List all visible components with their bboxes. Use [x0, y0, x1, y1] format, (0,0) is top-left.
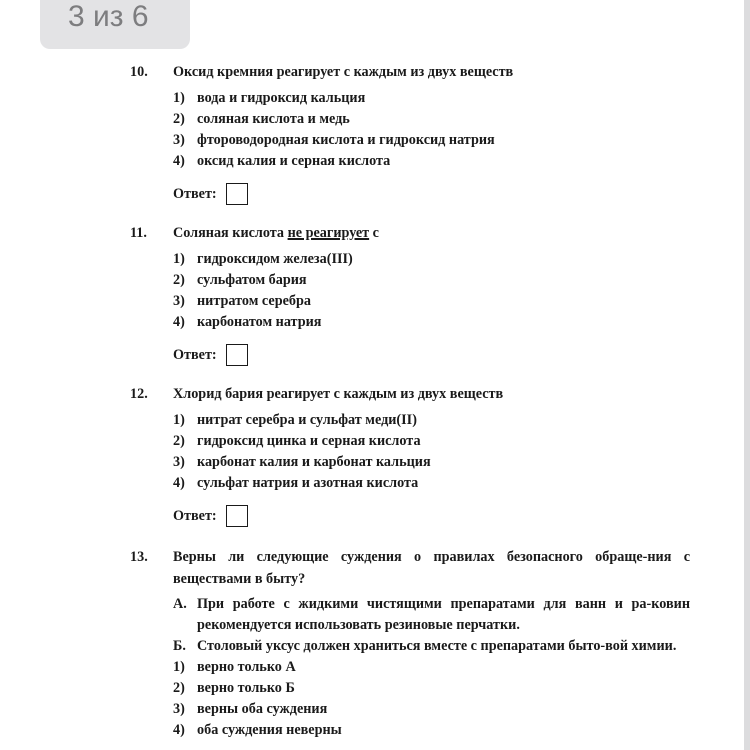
question-10 [130, 61, 690, 208]
option-4: 4) сульфат натрия и азотная кислота [173, 475, 419, 491]
page-indicator-text: 3 из 6 [68, 0, 149, 33]
question-number: 11. [130, 225, 147, 241]
statement-b [173, 636, 690, 657]
option-1: 1) гидроксидом железа(III) [173, 251, 353, 267]
answer-label: Ответ: [173, 346, 217, 363]
option-4: 4) оксид калия и серная кислота [173, 153, 391, 169]
statement-a [173, 594, 690, 636]
question-text: Соляная кислота не реагирует с [173, 225, 379, 241]
options-list [173, 88, 690, 172]
option-3: 3) карбонат калия и карбонат кальция [173, 454, 431, 470]
answer-label: Ответ: [173, 185, 217, 202]
option-1: 1) верно только А [173, 659, 296, 675]
viewer-right-edge [744, 0, 750, 750]
statement-label: А. [173, 596, 187, 612]
question-13 [130, 546, 690, 741]
answer-row [173, 502, 690, 530]
option-3: 3) верны оба суждения [173, 701, 328, 717]
option-1: 1) нитрат серебра и сульфат меди(II) [173, 412, 417, 428]
option-1: 1) вода и гидроксид кальция [173, 90, 366, 106]
question-number: 12. [130, 386, 148, 402]
answer-box[interactable] [226, 505, 248, 527]
page-indicator [40, 0, 190, 49]
question-text: Оксид кремния реагирует с каждым из двух веществ [173, 64, 514, 80]
question-11 [130, 222, 690, 369]
option-2: 2) сульфатом бария [173, 272, 307, 288]
worksheet-page [130, 61, 690, 741]
options-list [173, 249, 690, 333]
statement-label: Б. [173, 638, 186, 654]
option-4: 4) карбонатом натрия [173, 314, 322, 330]
statement-text: Столовый уксус должен храниться вместе с препаратами быто-вой химии. [197, 638, 677, 654]
answer-row [173, 180, 690, 208]
answer-box[interactable] [226, 344, 248, 366]
question-emphasis: не реагирует [287, 225, 370, 241]
option-3: 3) фтороводородная кислота и гидроксид натрия [173, 132, 495, 148]
question-text: Верны ли следующие суждения о правилах безопасного обраще-ния с веществами в быту? [173, 549, 690, 587]
option-2: 2) верно только Б [173, 680, 295, 696]
question-number: 13. [130, 549, 148, 565]
answer-label: Ответ: [173, 507, 217, 524]
option-2: 2) гидроксид цинка и серная кислота [173, 433, 421, 449]
answer-row [173, 341, 690, 369]
question-text: Хлорид бария реагирует с каждым из двух веществ [173, 386, 504, 402]
options-list [173, 410, 690, 494]
options-list [173, 657, 690, 741]
question-number: 10. [130, 64, 148, 80]
answer-box[interactable] [226, 183, 248, 205]
question-12 [130, 383, 690, 530]
option-4: 4) оба суждения неверны [173, 722, 342, 738]
option-3: 3) нитратом серебра [173, 293, 311, 309]
statement-text: При работе с жидкими чистящими препаратами для ванн и ра-ковин рекомендуется использовать резиновые перчатки. [197, 596, 690, 633]
option-2: 2) соляная кислота и медь [173, 111, 350, 127]
